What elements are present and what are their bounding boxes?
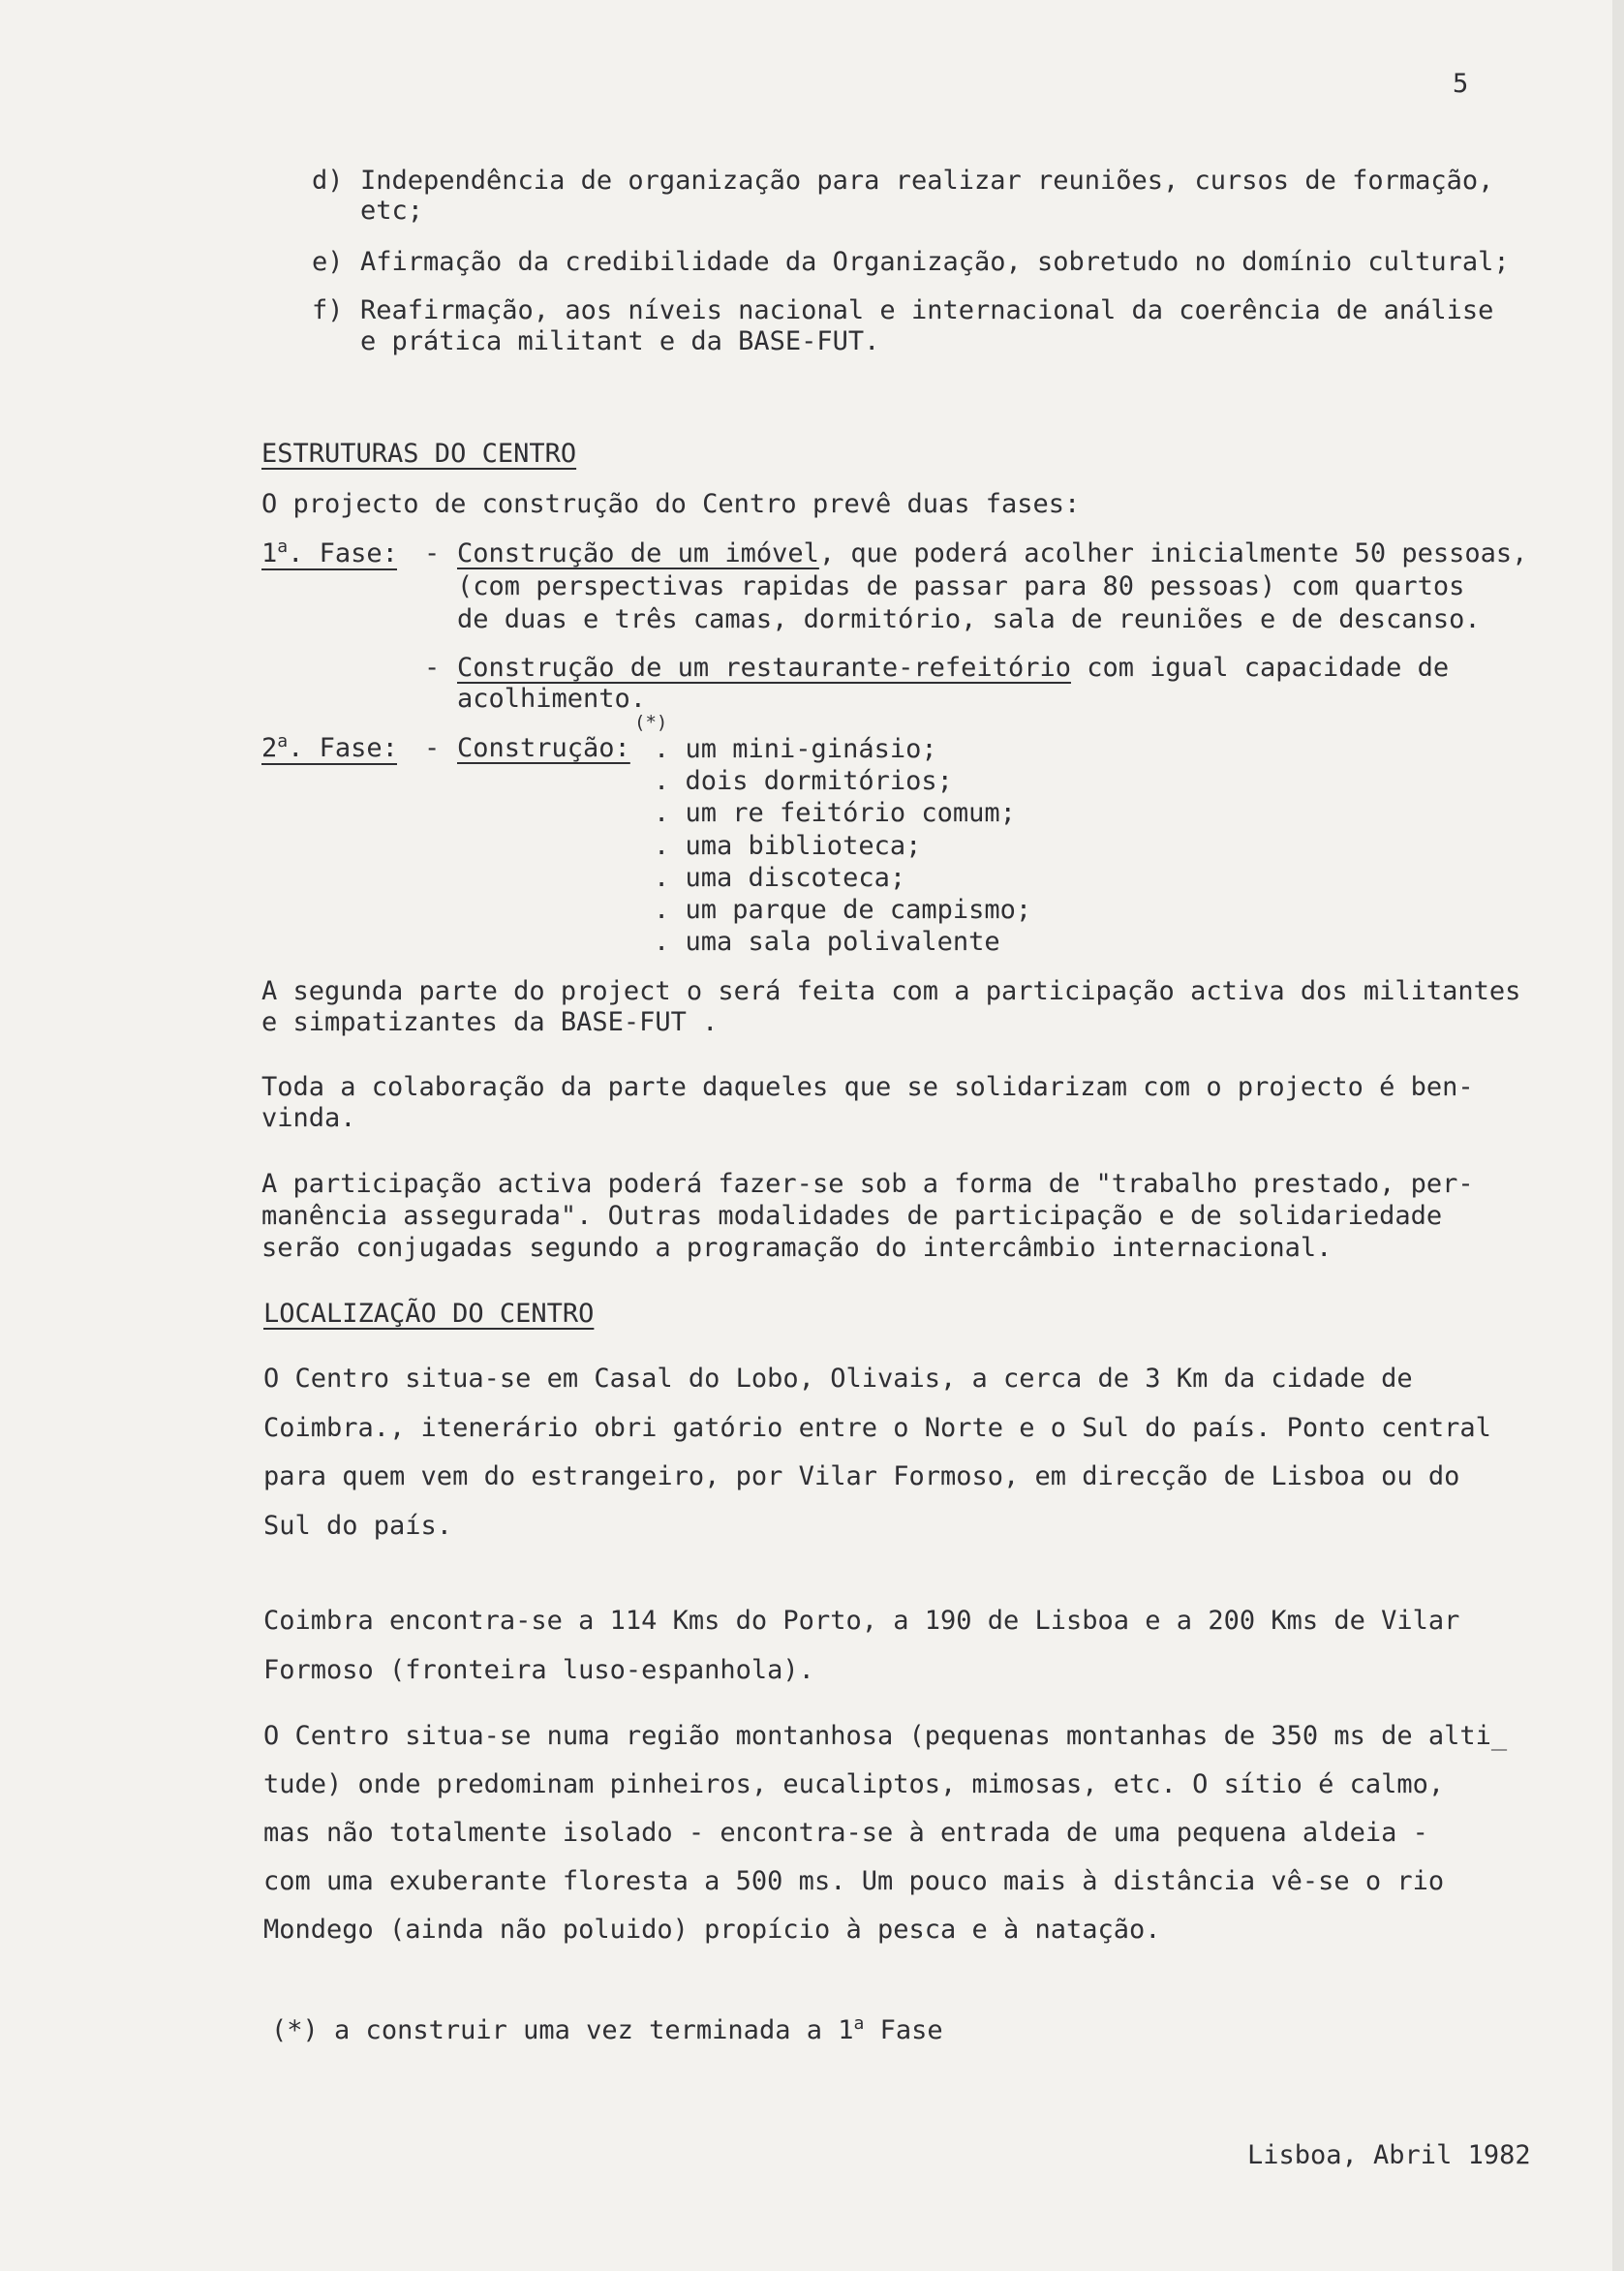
section1-intro: O projecto de construção do Centro prevê duas fases: bbox=[261, 489, 1081, 519]
paragraph-regiao-line5: Mondego (ainda não poluido) propício à pesca e à natação. bbox=[263, 1915, 1161, 1945]
phase2-label-rest: . Fase: bbox=[288, 733, 398, 763]
paragraph-regiao-line1: O Centro situa-se numa região montanhosa (pequenas montanhas de 350 ms de alti_ bbox=[263, 1721, 1508, 1751]
phase2-list-item: . uma biblioteca; bbox=[654, 831, 922, 861]
paragraph-segunda-line1: A segunda parte do project o será feita com a participação activa dos militantes bbox=[261, 976, 1521, 1006]
phase2-label bbox=[261, 732, 398, 764]
phase1-item2-line2: acolhimento. bbox=[457, 684, 647, 714]
section-heading-localizacao: LOCALIZAÇÃO DO CENTRO bbox=[263, 1299, 595, 1329]
list-item-f-line1: Reafirmação, aos níveis nacional e internacional da coerência de análise bbox=[360, 295, 1494, 325]
phase2-list-item: . um re feitório comum; bbox=[654, 798, 1016, 828]
phase1-item1-line2: (com perspectivas rapidas de passar para 80 pessoas) com quartos bbox=[457, 571, 1465, 601]
phase2-list-item: . uma sala polivalente bbox=[654, 927, 1000, 957]
list-marker-d: d) bbox=[312, 166, 344, 196]
phase1-item2-line1 bbox=[457, 652, 1449, 684]
phase2-label-number: 2 bbox=[261, 733, 278, 763]
phase1-dash: - bbox=[424, 538, 441, 568]
paragraph-localizacao-line1: O Centro situa-se em Casal do Lobo, Olivais, a cerca de 3 Km da cidade de bbox=[263, 1364, 1413, 1394]
phase1-label-rest: . Fase: bbox=[288, 538, 398, 568]
paragraph-localizacao-line4: Sul do país. bbox=[263, 1511, 453, 1541]
phase2-label-underline bbox=[261, 763, 397, 765]
phase2-list-item: . dois dormitórios; bbox=[654, 766, 953, 796]
footnote-text: a construir uma vez terminada a 1 bbox=[334, 2015, 854, 2045]
page-number: 5 bbox=[1453, 69, 1469, 99]
footnote-text-end: Fase bbox=[864, 2015, 943, 2045]
phase1-label-underline bbox=[261, 568, 397, 570]
phase1-dash-2: - bbox=[424, 653, 441, 683]
paragraph-coimbra-line1: Coimbra encontra-se a 114 Kms do Porto, a 190 de Lisboa e a 200 Kms de Vilar bbox=[263, 1606, 1460, 1636]
list-item-e-line1: Afirmação da credibilidade da Organização, sobretudo no domínio cultural; bbox=[360, 247, 1510, 277]
paragraph-localizacao-line2: Coimbra., itenerário obri gatório entre o Norte e o Sul do país. Ponto central bbox=[263, 1413, 1491, 1443]
paragraph-participacao-line1: A participação activa poderá fazer-se sob a forma de "trabalho prestado, per- bbox=[261, 1169, 1474, 1199]
paragraph-localizacao-line3: para quem vem do estrangeiro, por Vilar Formoso, em direcção de Lisboa ou do bbox=[263, 1461, 1460, 1491]
paragraph-regiao-line3: mas não totalmente isolado - encontra-se à entrada de uma pequena aldeia - bbox=[263, 1818, 1428, 1848]
phase2-list-item: . um mini-ginásio; bbox=[654, 734, 937, 764]
phase1-item1-underlined: Construção de um imóvel bbox=[457, 538, 819, 568]
phase1-item2-rest: com igual capacidade de bbox=[1070, 653, 1450, 683]
footnote-sup: a bbox=[853, 2013, 865, 2034]
paragraph-participacao-line2: manência assegurada". Outras modalidades de participação e de solidariedade bbox=[261, 1201, 1443, 1231]
phase1-item1-rest: , que poderá acolher inicialmente 50 pessoas, bbox=[818, 538, 1528, 568]
phase2-label-sup: a bbox=[277, 731, 289, 752]
phase1-item2-underlined: Construção de um restaurante-refeitório bbox=[457, 653, 1071, 683]
list-item-d-line1: Independência de organização para realizar reuniões, cursos de formação, bbox=[360, 166, 1494, 196]
phase1-label-number: 1 bbox=[261, 538, 278, 568]
list-item-d-line2: etc; bbox=[360, 196, 424, 226]
place-date-signature: Lisboa, Abril 1982 bbox=[1247, 2140, 1531, 2170]
paragraph-segunda-line2: e simpatizantes da BASE-FUT . bbox=[261, 1007, 719, 1037]
paragraph-colaboracao-line1: Toda a colaboração da parte daqueles que se solidarizam com o projecto é ben- bbox=[261, 1072, 1474, 1102]
phase2-dash: - bbox=[424, 733, 441, 763]
paragraph-participacao-line3: serão conjugadas segundo a programação do intercâmbio internacional. bbox=[261, 1233, 1333, 1263]
footnote-mark: (*) bbox=[271, 2015, 319, 2045]
section-heading-estruturas: ESTRUTURAS DO CENTRO bbox=[261, 439, 577, 469]
phase2-list-item: . uma discoteca; bbox=[654, 863, 906, 893]
list-item-f-line2: e prática militant e da BASE-FUT. bbox=[360, 326, 880, 356]
phase1-item1-line3: de duas e três camas, dormitório, sala de reuniões e de descanso. bbox=[457, 604, 1481, 634]
list-marker-e: e) bbox=[312, 247, 344, 277]
footnote bbox=[271, 2014, 943, 2046]
paragraph-colaboracao-line2: vinda. bbox=[261, 1103, 356, 1133]
paragraph-regiao-line4: com uma exuberante floresta a 500 ms. Um pouco mais à distância vê-se o rio bbox=[263, 1866, 1445, 1896]
phase2-construction-label: Construção: bbox=[457, 733, 630, 763]
list-marker-f: f) bbox=[312, 295, 344, 325]
page-edge-shadow bbox=[1612, 0, 1624, 2271]
phase1-item1-line1 bbox=[457, 537, 1527, 569]
paragraph-regiao-line2: tude) onde predominam pinheiros, eucaliptos, mimosas, etc. O sítio é calmo, bbox=[263, 1769, 1445, 1799]
phase2-footnote-mark: (*) bbox=[634, 712, 668, 733]
paragraph-coimbra-line2: Formoso (fronteira luso-espanhola). bbox=[263, 1655, 814, 1685]
phase1-label bbox=[261, 537, 398, 569]
phase1-label-sup: a bbox=[277, 537, 289, 557]
phase2-list-item: . um parque de campismo; bbox=[654, 895, 1032, 925]
